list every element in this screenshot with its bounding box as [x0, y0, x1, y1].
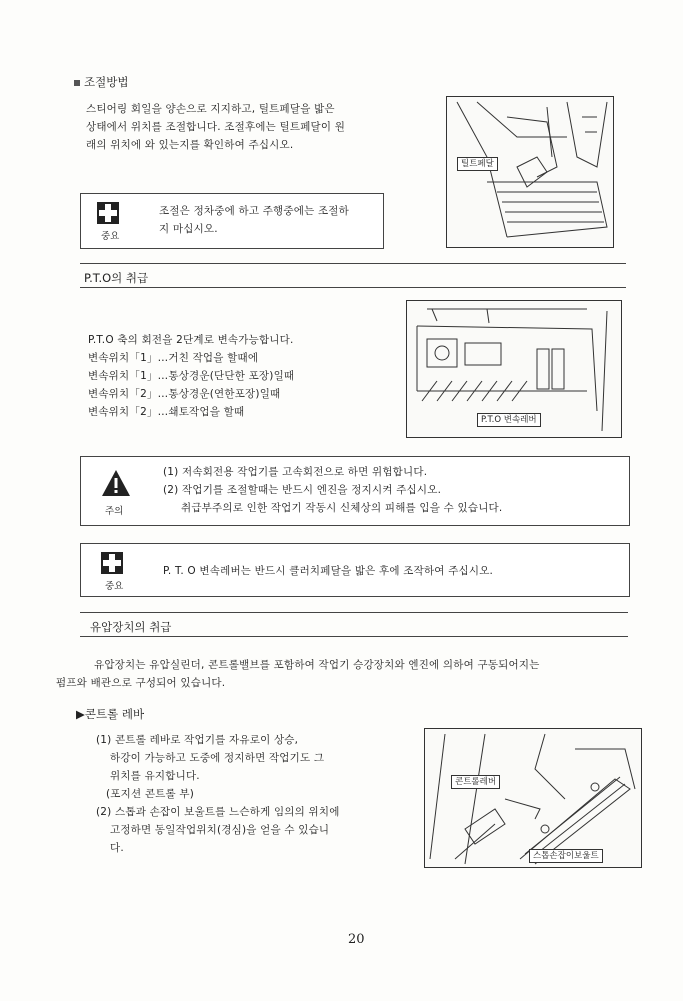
sub-heading-control-lever: ▶콘트롤 레바: [76, 707, 145, 721]
control-lever-paragraph: (1) 콘트롤 레바로 작업기를 자유로이 상승, 하강이 가능하고 도중에 정지하면 작업기도 그 위치를 유지합니다. (포지션 콘트롤 부) (2) 스톱과 손잡이 보울트를 느슨하게 임의의 위치에 고정하면 동일작업위치(경심)을 얻을 수 있습니 다.: [96, 734, 340, 854]
control-lever-figure: [424, 728, 642, 868]
important-notice-adjust: [80, 193, 384, 249]
section-heading-adjust: 조절방법: [74, 74, 128, 90]
important-notice-pto: [80, 543, 630, 597]
divider-pto-top: [80, 263, 626, 264]
caution-notice-pto: [80, 456, 630, 526]
adjust-paragraph: 스티어링 회일을 양손으로 지지하고, 틸트페달을 밟은 상태에서 위치를 조절합니다. 조절후에는 틸트페달이 원 래의 위치에 와 있는지를 확인하여 주십시오.: [86, 103, 346, 151]
important-cross-icon: [97, 202, 119, 224]
figure-label-tilt-pedal: 틸트페달: [457, 157, 498, 171]
triangle-bullet-icon: ▶: [76, 707, 85, 721]
important-text: P. T. O 변속레버는 반드시 클러치페달을 밟은 후에 조작하여 주십시오.: [163, 565, 494, 577]
figure-label-stop-handle-bolt: 스톱손잡이보울트: [529, 849, 603, 863]
figure-label-pto-lever: P.T.O 변속레버: [477, 413, 541, 427]
warning-triangle-icon: [101, 469, 131, 497]
caution-label: 주의: [105, 506, 124, 517]
important-label: 중요: [101, 231, 120, 242]
pto-paragraph: P.T.O 축의 회전을 2단계로 변속가능합니다. 변속위치「1」…거친 작업을 할때에 변속위치「1」…통상경운(단단한 포장)일때 변속위치「2」…통상경운(연한포장)일때 변속위치「2」…쇄토작업을 할때: [88, 334, 295, 418]
section-heading-hydraulic: 유압장치의 취급: [90, 620, 172, 634]
pto-lever-figure: [406, 300, 622, 438]
important-label: 중요: [105, 581, 124, 592]
figure-label-control-lever: 콘트롤레버: [451, 775, 500, 789]
tilt-pedal-figure: [446, 96, 614, 248]
divider-pto-bottom: [80, 287, 626, 288]
caution-text: (1) 저속회전용 작업기를 고속회전으로 하면 위험합니다. (2) 작업기를 조절할때는 반드시 엔진을 정지시켜 주십시오. 취급부주의로 인한 작업기 작동시 신체상의 피해를 입을 수 있습니다.: [163, 466, 503, 514]
divider-hydraulic-top: [80, 612, 628, 613]
section-heading-pto: P.T.O의 취급: [84, 271, 149, 285]
hydraulic-intro: 유압장치는 유압실린더, 콘트롤밸브를 포함하여 작업기 승강장치와 엔진에 의하여 구동되어지는 펌프와 배관으로 구성되어 있습니다.: [56, 659, 540, 689]
important-cross-icon: [101, 552, 123, 574]
page-number: 20: [348, 932, 365, 947]
divider-hydraulic-bottom: [80, 636, 628, 637]
important-text: 조절은 정차중에 하고 주행중에는 조절하 지 마십시오.: [159, 205, 349, 235]
bullet-square-icon: [74, 80, 80, 86]
